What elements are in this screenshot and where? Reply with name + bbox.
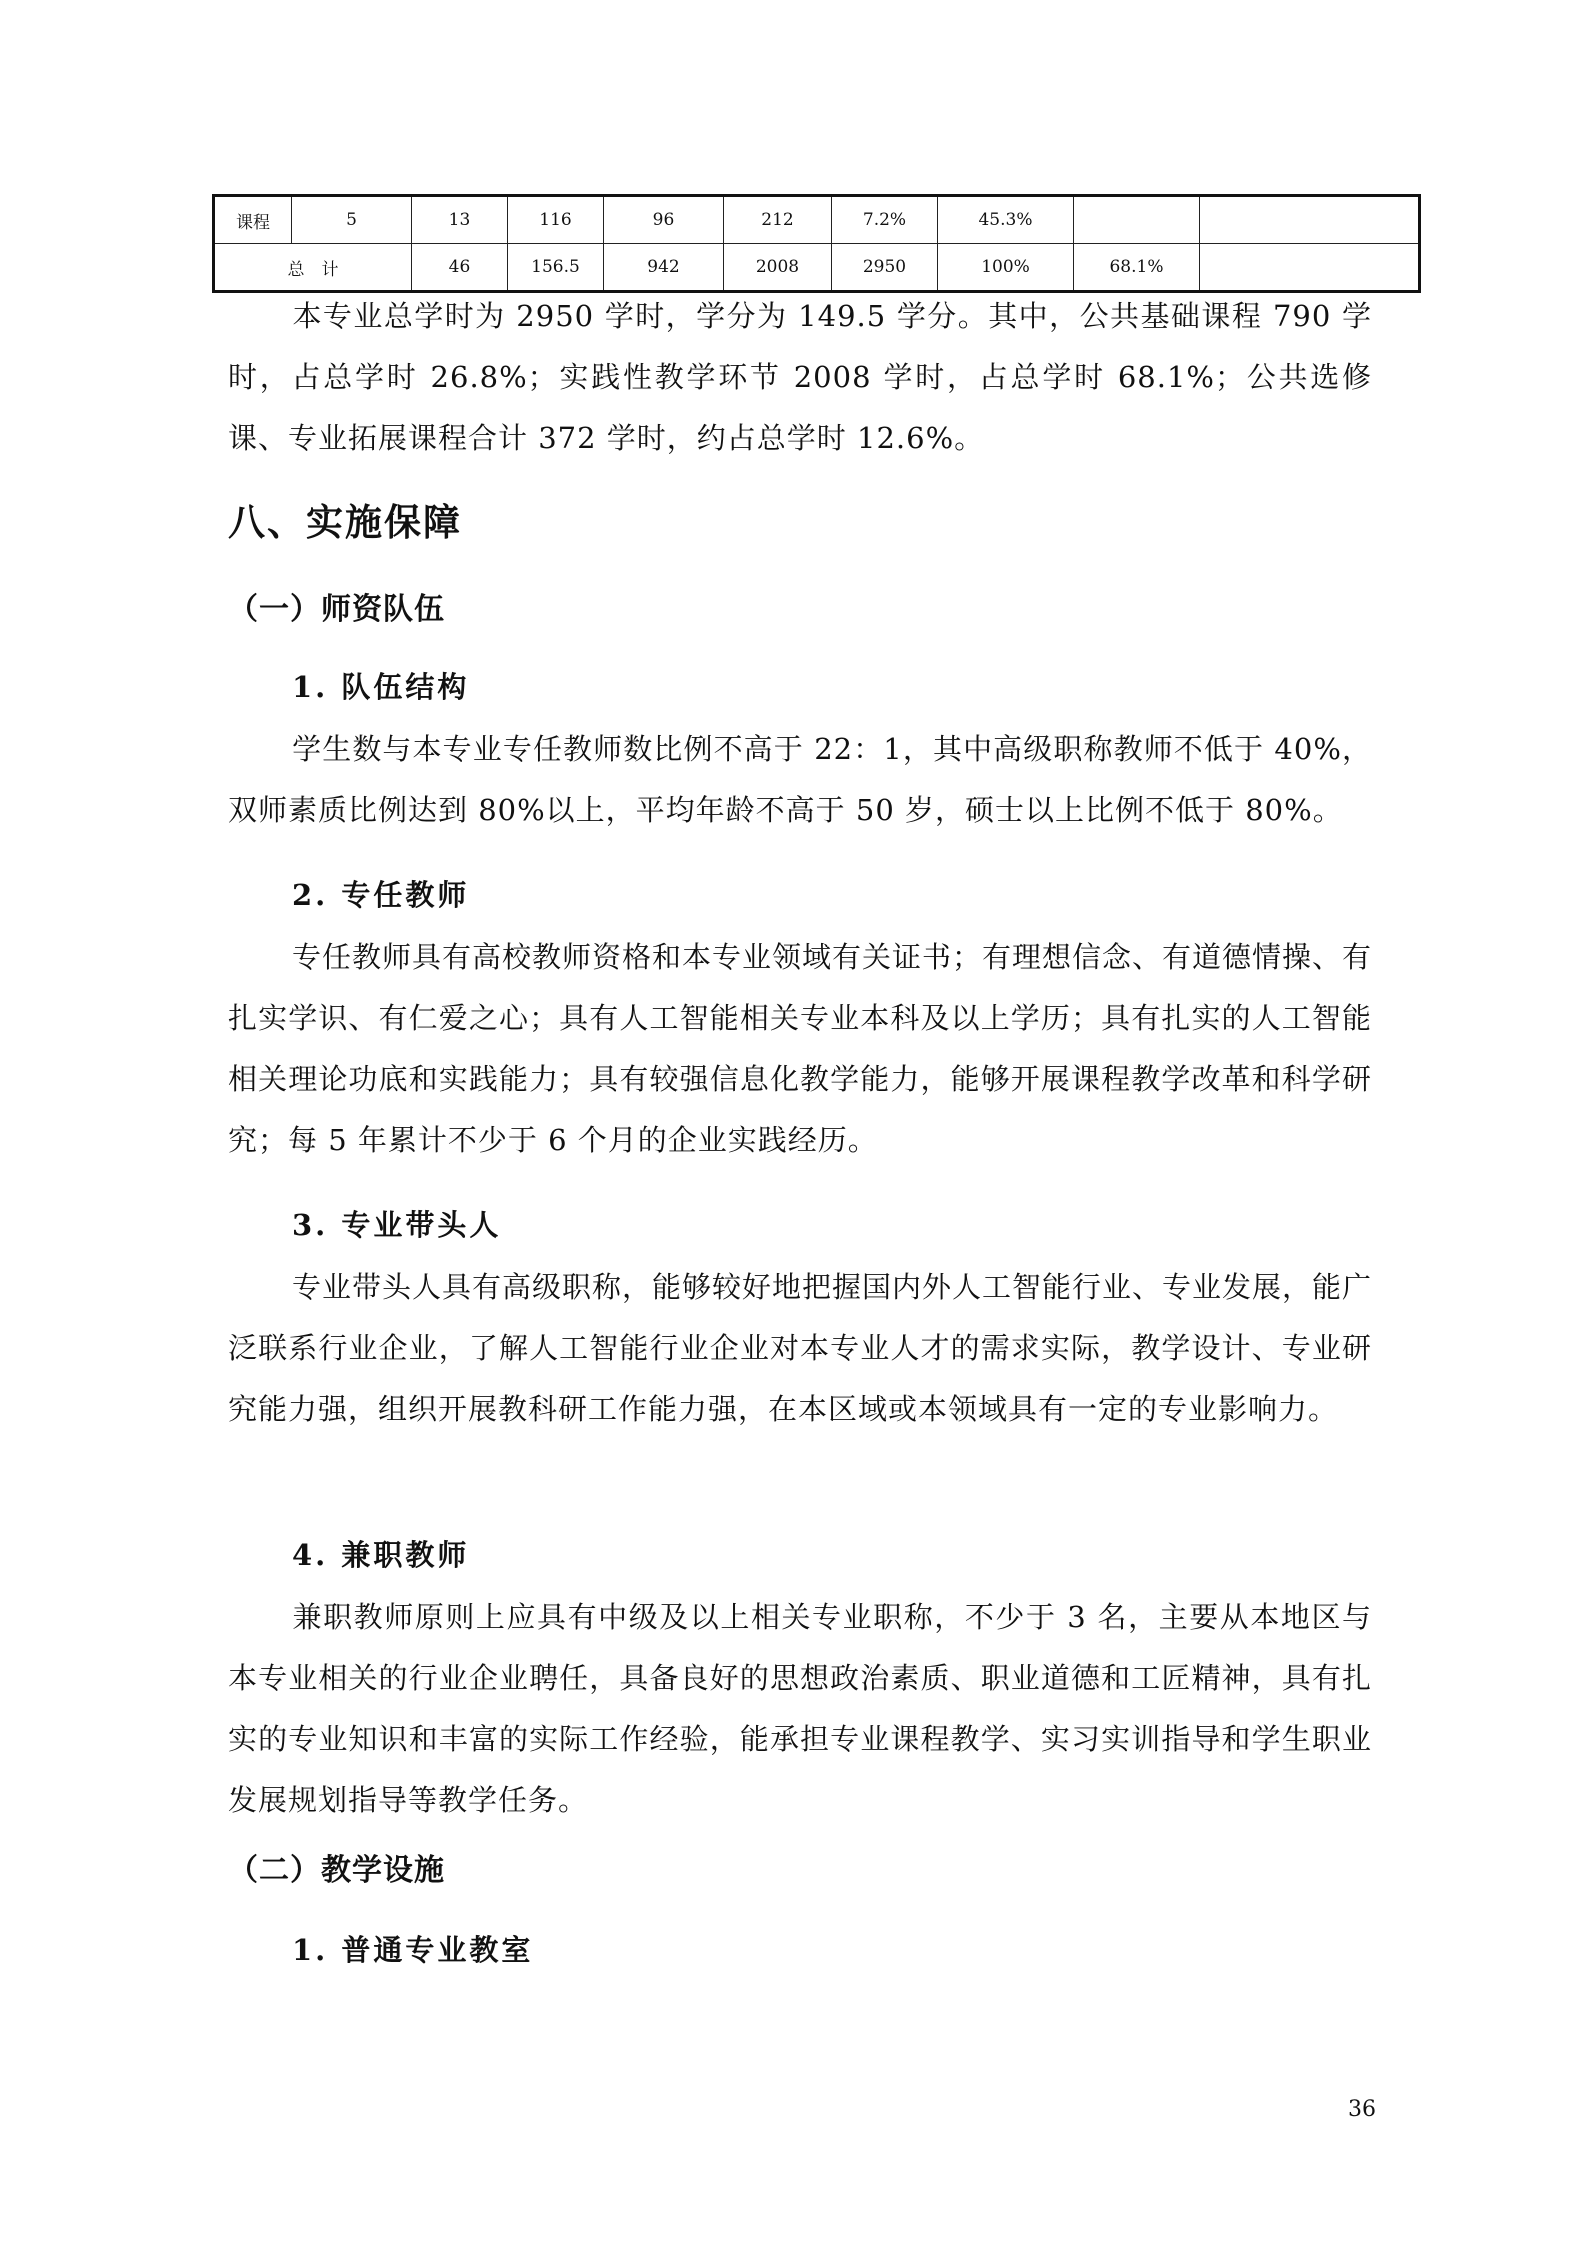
table-cell: 45.3% <box>938 196 1074 244</box>
table-cell: 5 <box>292 196 412 244</box>
item-text-team-structure: 学生数与本专业专任教师数比例不高于 22：1，其中高级职称教师不低于 40%，双师素质比例达到 80%以上，平均年龄不高于 50 岁，硕士以上比例不低于 80%。 <box>228 732 1372 827</box>
table-cell: 2950 <box>832 244 938 292</box>
item-title-leader: 3. 专业带头人 <box>292 1208 502 1242</box>
page-number: 36 <box>1348 2097 1376 2122</box>
table-row <box>214 196 1420 244</box>
subsection-title-faculty: （一）师资队伍 <box>228 592 445 627</box>
item-text-fulltime-teachers: 专任教师具有高校教师资格和本专业领域有关证书；有理想信念、有道德情操、有扎实学识、有仁爱之心；具有人工智能相关专业本科及以上学历；具有扎实的人工智能相关理论功底和实践能力；具有较强信息化教学能力，能够开展课程教学改革和科学研究；每 5 年累计不少于 6 个月的企业实践经历。 <box>228 940 1373 1157</box>
item-title-fulltime-teachers: 2. 专任教师 <box>292 878 470 912</box>
item-text-parttime-teachers: 兼职教师原则上应具有中级及以上相关专业职称，不少于 3 名，主要从本地区与本专业相关的行业企业聘任，具备良好的思想政治素质、职业道德和工匠精神，具有扎实的专业知识和丰富的实际工作经验，能承担专业课程教学、实习实训指导和学生职业发展规划指导等教学任务。 <box>228 1600 1372 1817</box>
table-cell: 68.1% <box>1074 244 1200 292</box>
subsection-title-facilities: （二）教学设施 <box>228 1853 445 1888</box>
summary-paragraph: 本专业总学时为 2950 学时，学分为 149.5 学分。其中，公共基础课程 790 学时，占总学时 26.8%；实践性教学环节 2008 学时，占总学时 68.1%；公共选修课、专业拓展课程合计 372 学时，约占总学时 12.6%。 <box>228 299 1372 455</box>
item-title-parttime-teachers: 4. 兼职教师 <box>292 1538 470 1572</box>
table-cell: 942 <box>604 244 724 292</box>
item-title-team-structure: 1. 队伍结构 <box>292 670 470 704</box>
table-cell: 212 <box>724 196 832 244</box>
table-row <box>214 244 1420 292</box>
item-title-classroom: 1. 普通专业教室 <box>292 1933 534 1967</box>
table-cell: 13 <box>412 196 508 244</box>
table-cell: 96 <box>604 196 724 244</box>
row-label: 课程 <box>214 196 292 244</box>
table-cell: 7.2% <box>832 196 938 244</box>
table-cell: 156.5 <box>508 244 604 292</box>
table-cell <box>1074 196 1200 244</box>
total-label: 总 计 <box>214 244 412 292</box>
summary-table <box>212 194 1421 293</box>
table-cell: 2008 <box>724 244 832 292</box>
section-title: 八、实施保障 <box>228 501 462 544</box>
table-cell: 46 <box>412 244 508 292</box>
table-cell <box>1200 196 1420 244</box>
table-cell: 116 <box>508 196 604 244</box>
item-text-leader: 专业带头人具有高级职称，能够较好地把握国内外人工智能行业、专业发展，能广泛联系行业企业，了解人工智能行业企业对本专业人才的需求实际，教学设计、专业研究能力强，组织开展教科研工作能力强，在本区域或本领域具有一定的专业影响力。 <box>228 1270 1373 1426</box>
table-cell <box>1200 244 1420 292</box>
table-cell: 100% <box>938 244 1074 292</box>
